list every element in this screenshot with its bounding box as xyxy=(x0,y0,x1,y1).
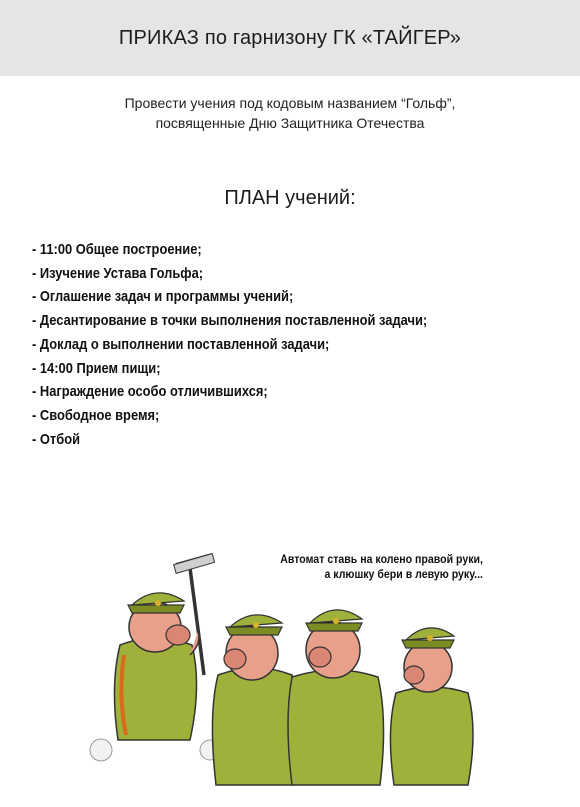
plan-item: - Десантирование в точки выполнения поставленной задачи; xyxy=(32,312,428,330)
plan-item: - 14:00 Прием пищи; xyxy=(32,359,161,377)
intro-line-1: Провести учения под кодовым названием “Гольф”, xyxy=(124,95,456,111)
officer-figure xyxy=(390,628,473,785)
plan-item: - Оглашение задач и программы учений; xyxy=(32,288,294,306)
plan-item: - Награждение особо отличившихся; xyxy=(32,383,268,401)
officer-figure xyxy=(212,615,297,785)
plan-item: - Отбой xyxy=(32,430,81,448)
plan-item: - Изучение Устава Гольфа; xyxy=(32,264,204,282)
plan-list xyxy=(32,238,427,451)
officer-figure xyxy=(114,593,199,740)
speech-line-2: а клюшку бери в левую руку... xyxy=(324,569,483,581)
officers-cartoon xyxy=(80,535,550,797)
plan-item: - 11:00 Общее построение; xyxy=(32,241,202,258)
document-header xyxy=(0,0,580,76)
document-title: ПРИКАЗ по гарнизону ГК «ТАЙГЕР» xyxy=(118,26,462,49)
intro-text xyxy=(0,93,580,133)
plan-item: - Свободное время; xyxy=(32,406,160,424)
officer-figure xyxy=(288,610,384,785)
speech-line-1: Автомат ставь на колено правой руки, xyxy=(280,554,483,566)
intro-line-2: посвященные Дню Защитника Отечества xyxy=(155,115,425,131)
plan-heading: ПЛАН учений: xyxy=(224,187,356,209)
plan-item: - Доклад о выполнении поставленной задачи; xyxy=(32,335,330,353)
